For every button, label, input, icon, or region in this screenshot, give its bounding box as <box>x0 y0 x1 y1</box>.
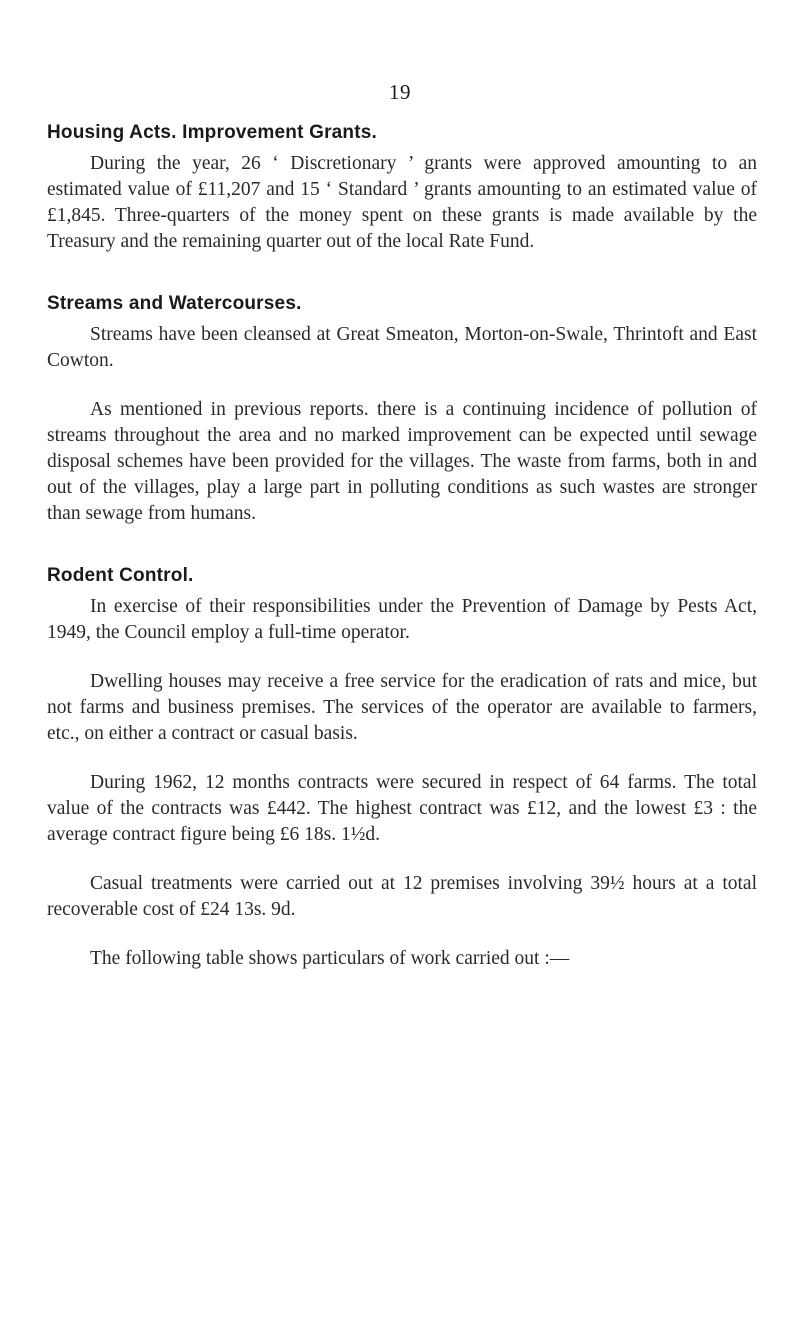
section-heading: Streams and Watercourses. <box>47 293 302 314</box>
paragraph: As mentioned in previous reports. there is a continuing incidence of pollution of streams throughout the area and no marked improvement can be expected until sewage disposal schemes have been provided for the villages. The waste from farms, both in and out of the villages, play a large part in polluting conditions as such wastes are stronger than sewage from humans. <box>47 399 757 524</box>
paragraph: Dwelling houses may receive a free service for the eradication of rats and mice, but not farms and business premises. The services of the operator are available to farmers, etc., on either a contract or casual basis. <box>47 671 757 744</box>
paragraph: During the year, 26 ‘ Discretionary ’ grants were approved amounting to an estimated value of £11,207 and 15 ‘ Standard ’ grants amounting to an estimated value of £1,845. Three-quarters of the money spent on these grants is made available by the Treasury and the remaining quarter out of the local Rate Fund. <box>47 153 757 252</box>
section-rodent-control <box>47 563 757 972</box>
paragraph: Streams have been cleansed at Great Smeaton, Morton-on-Swale, Thrintoft and East Cowton. <box>47 324 757 371</box>
paragraph: In exercise of their responsibilities under the Prevention of Damage by Pests Act, 1949, the Council employ a full-time operator. <box>47 596 757 643</box>
page-content <box>47 120 757 995</box>
section-heading: Rodent Control. <box>47 565 194 586</box>
section-streams-watercourses <box>47 291 757 527</box>
section-housing-acts <box>47 120 757 255</box>
paragraph: During 1962, 12 months contracts were secured in respect of 64 farms. The total value of the contracts was £442. The highest contract was £12, and the lowest £3 : the average contract figure being £6 18s. 1½d. <box>47 772 757 845</box>
section-heading: Housing Acts. Improvement Grants. <box>47 122 378 143</box>
paragraph: The following table shows particulars of work carried out :— <box>90 948 570 969</box>
paragraph: Casual treatments were carried out at 12 premises involving 39½ hours at a total recoverable cost of £24 13s. 9d. <box>47 873 757 920</box>
page-number: 19 <box>389 80 411 104</box>
